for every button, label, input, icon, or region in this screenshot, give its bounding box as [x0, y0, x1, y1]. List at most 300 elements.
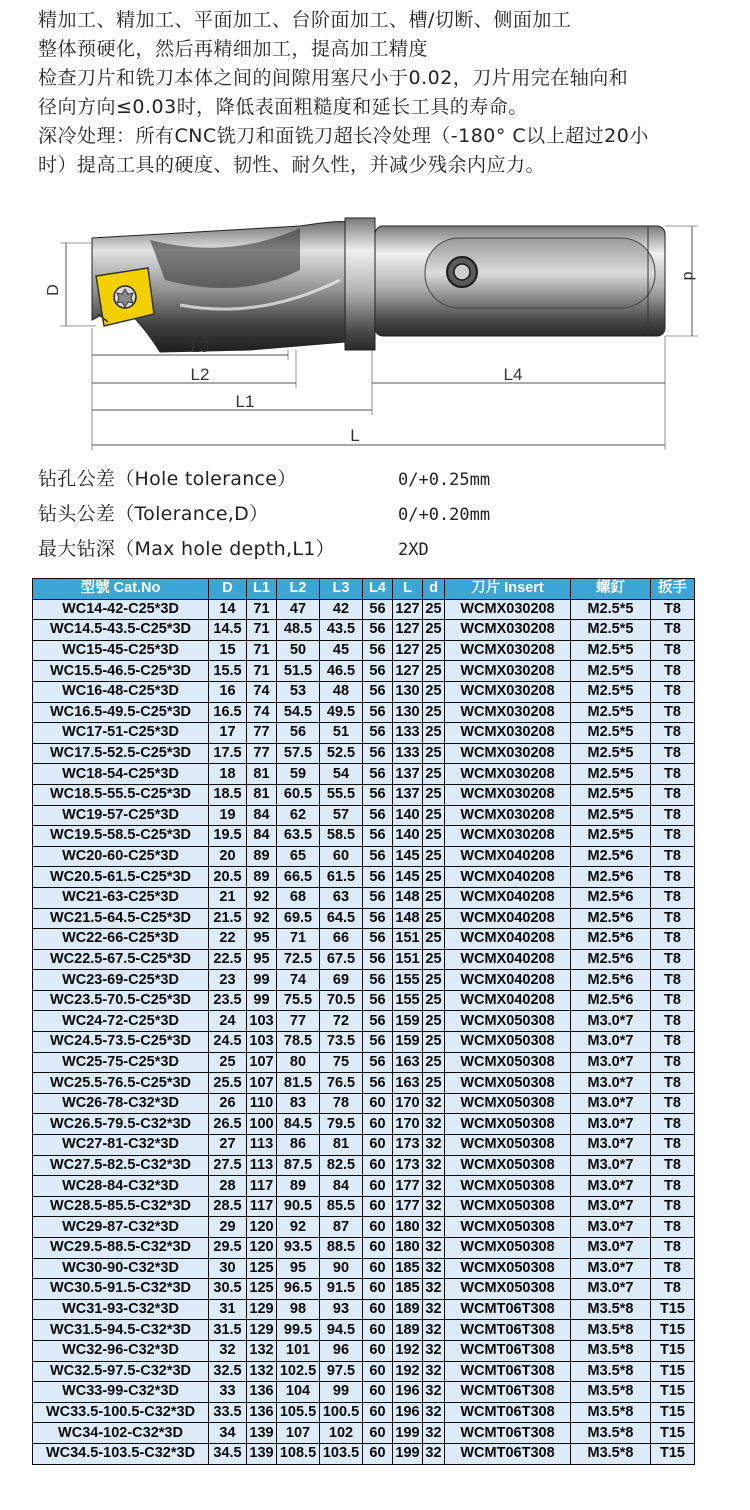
- cell-L2: 63.5: [277, 826, 320, 847]
- cell-L1: 136: [247, 1402, 277, 1423]
- cell-L2: 81.5: [277, 1073, 320, 1094]
- cell-screw: M3.0*7: [571, 1217, 651, 1238]
- cell-insert: WCMX030208: [445, 826, 571, 847]
- cell-L2: 54.5: [277, 702, 320, 723]
- cell-insert: WCMX040208: [445, 929, 571, 950]
- cell-cat-no: WC27-81-C32*3D: [33, 1135, 209, 1156]
- cell-D: 26.5: [209, 1114, 247, 1135]
- cell-L3: 57: [320, 805, 363, 826]
- cell-L1: 117: [247, 1196, 277, 1217]
- cell-screw: M2.5*5: [571, 826, 651, 847]
- cell-L3: 54: [320, 764, 363, 785]
- cell-wrench: T15: [651, 1361, 695, 1382]
- cell-D: 25.5: [209, 1073, 247, 1094]
- cell-screw: M2.5*5: [571, 620, 651, 641]
- cell-wrench: T8: [651, 1196, 695, 1217]
- cell-L3: 97.5: [320, 1361, 363, 1382]
- cell-screw: M3.0*7: [571, 1135, 651, 1156]
- cell-wrench: T8: [651, 1258, 695, 1279]
- table-row: [33, 1402, 695, 1423]
- cell-L1: 89: [247, 846, 277, 867]
- header-D: D: [209, 579, 247, 600]
- cell-L3: 94.5: [320, 1320, 363, 1341]
- cell-D: 23.5: [209, 990, 247, 1011]
- cell-wrench: T8: [651, 1073, 695, 1094]
- cell-screw: M2.5*6: [571, 949, 651, 970]
- cell-d: 25: [423, 661, 445, 682]
- cell-D: 30.5: [209, 1279, 247, 1300]
- cell-insert: WCMX040208: [445, 990, 571, 1011]
- cell-L1: 95: [247, 949, 277, 970]
- cell-insert: WCMX050308: [445, 1176, 571, 1197]
- cell-cat-no: WC28-84-C32*3D: [33, 1176, 209, 1197]
- cell-insert: WCMT06T308: [445, 1382, 571, 1403]
- table-row: [33, 846, 695, 867]
- cell-d: 25: [423, 1011, 445, 1032]
- header-wrench: 扳手: [651, 579, 695, 600]
- cell-insert: WCMX040208: [445, 846, 571, 867]
- cell-L: 140: [393, 826, 423, 847]
- cell-L: 185: [393, 1258, 423, 1279]
- cell-wrench: T8: [651, 702, 695, 723]
- cell-L: 189: [393, 1299, 423, 1320]
- cell-L3: 72: [320, 1011, 363, 1032]
- cell-L1: 120: [247, 1217, 277, 1238]
- cell-L2: 89: [277, 1176, 320, 1197]
- cell-wrench: T15: [651, 1423, 695, 1444]
- cell-wrench: T8: [651, 1176, 695, 1197]
- cell-L: 163: [393, 1052, 423, 1073]
- table-row: [33, 1135, 695, 1156]
- table-row: [33, 1011, 695, 1032]
- cell-cat-no: WC33.5-100.5-C32*3D: [33, 1402, 209, 1423]
- cell-L1: 84: [247, 826, 277, 847]
- cell-insert: WCMX030208: [445, 640, 571, 661]
- cell-d: 25: [423, 640, 445, 661]
- cell-L4: 56: [363, 826, 393, 847]
- cell-L: 127: [393, 599, 423, 620]
- cell-L: 159: [393, 1032, 423, 1053]
- cell-wrench: T8: [651, 681, 695, 702]
- cell-insert: WCMX030208: [445, 702, 571, 723]
- cell-insert: WCMX040208: [445, 887, 571, 908]
- cell-insert: WCMX040208: [445, 970, 571, 991]
- cell-L4: 56: [363, 640, 393, 661]
- header-d: d: [423, 579, 445, 600]
- cell-wrench: T8: [651, 661, 695, 682]
- cell-screw: M2.5*5: [571, 805, 651, 826]
- cell-L: 145: [393, 846, 423, 867]
- cell-L3: 63: [320, 887, 363, 908]
- cell-L2: 102.5: [277, 1361, 320, 1382]
- cell-d: 25: [423, 990, 445, 1011]
- cell-insert: WCMX050308: [445, 1279, 571, 1300]
- cell-L3: 99: [320, 1382, 363, 1403]
- cell-D: 14: [209, 599, 247, 620]
- spec-hole-tolerance: [38, 462, 718, 497]
- cell-L3: 69: [320, 970, 363, 991]
- cell-wrench: T8: [651, 743, 695, 764]
- cell-d: 25: [423, 599, 445, 620]
- cell-D: 31: [209, 1299, 247, 1320]
- cell-L3: 88.5: [320, 1238, 363, 1259]
- cell-cat-no: WC25.5-76.5-C25*3D: [33, 1073, 209, 1094]
- cell-L1: 113: [247, 1155, 277, 1176]
- cell-screw: M3.0*7: [571, 1011, 651, 1032]
- cell-L4: 56: [363, 990, 393, 1011]
- cell-wrench: T8: [651, 599, 695, 620]
- cell-L4: 60: [363, 1176, 393, 1197]
- cell-L3: 42: [320, 599, 363, 620]
- cell-L2: 83: [277, 1093, 320, 1114]
- cell-L3: 78: [320, 1093, 363, 1114]
- cell-insert: WCMT06T308: [445, 1320, 571, 1341]
- cell-L1: 113: [247, 1135, 277, 1156]
- cell-L4: 56: [363, 702, 393, 723]
- cell-d: 25: [423, 764, 445, 785]
- cell-L3: 46.5: [320, 661, 363, 682]
- cell-D: 28: [209, 1176, 247, 1197]
- cell-L3: 87: [320, 1217, 363, 1238]
- label-D: D: [45, 284, 62, 296]
- cell-L4: 60: [363, 1299, 393, 1320]
- cell-D: 15.5: [209, 661, 247, 682]
- header-L2: L2: [277, 579, 320, 600]
- cell-insert: WCMX030208: [445, 805, 571, 826]
- cell-L3: 55.5: [320, 784, 363, 805]
- header-cat-no: 型號 Cat.No: [33, 579, 209, 600]
- cell-L1: 117: [247, 1176, 277, 1197]
- flange: [345, 218, 375, 350]
- cell-L3: 67.5: [320, 949, 363, 970]
- cell-D: 21.5: [209, 908, 247, 929]
- cell-wrench: T8: [651, 1155, 695, 1176]
- cell-screw: M2.5*5: [571, 661, 651, 682]
- cell-d: 25: [423, 805, 445, 826]
- label-L3: L3: [190, 337, 210, 356]
- header-insert: 刀片 Insert: [445, 579, 571, 600]
- cell-screw: M3.5*8: [571, 1423, 651, 1444]
- cell-cat-no: WC18-54-C25*3D: [33, 764, 209, 785]
- cell-L4: 56: [363, 846, 393, 867]
- cell-L4: 56: [363, 620, 393, 641]
- cell-screw: M3.0*7: [571, 1032, 651, 1053]
- cell-cat-no: WC24-72-C25*3D: [33, 1011, 209, 1032]
- cell-cat-no: WC32-96-C32*3D: [33, 1340, 209, 1361]
- cell-L2: 69.5: [277, 908, 320, 929]
- table-row: [33, 1196, 695, 1217]
- cell-screw: M2.5*6: [571, 867, 651, 888]
- cell-L1: 71: [247, 661, 277, 682]
- cell-wrench: T8: [651, 929, 695, 950]
- cell-wrench: T8: [651, 1093, 695, 1114]
- header-L3: L3: [320, 579, 363, 600]
- cell-L4: 60: [363, 1423, 393, 1444]
- cell-wrench: T8: [651, 1217, 695, 1238]
- cell-L2: 86: [277, 1135, 320, 1156]
- cell-L4: 60: [363, 1238, 393, 1259]
- cell-L4: 56: [363, 805, 393, 826]
- table-row: [33, 1299, 695, 1320]
- cell-L: 137: [393, 784, 423, 805]
- table-row: [33, 970, 695, 991]
- cell-L1: 103: [247, 1011, 277, 1032]
- cell-L3: 84: [320, 1176, 363, 1197]
- cell-L3: 90: [320, 1258, 363, 1279]
- cell-L4: 56: [363, 1073, 393, 1094]
- cell-L4: 56: [363, 681, 393, 702]
- cell-L: 159: [393, 1011, 423, 1032]
- cell-L2: 77: [277, 1011, 320, 1032]
- cell-L2: 62: [277, 805, 320, 826]
- header-L1: L1: [247, 579, 277, 600]
- cell-d: 32: [423, 1196, 445, 1217]
- cell-D: 20: [209, 846, 247, 867]
- cell-L2: 90.5: [277, 1196, 320, 1217]
- cell-L1: 81: [247, 764, 277, 785]
- cell-L4: 60: [363, 1135, 393, 1156]
- cell-screw: M2.5*6: [571, 970, 651, 991]
- cell-cat-no: WC25-75-C25*3D: [33, 1052, 209, 1073]
- table-row: [33, 908, 695, 929]
- cell-L3: 51: [320, 723, 363, 744]
- cell-L1: 129: [247, 1299, 277, 1320]
- cell-insert: WCMT06T308: [445, 1361, 571, 1382]
- cell-screw: M3.0*7: [571, 1052, 651, 1073]
- cell-L2: 93.5: [277, 1238, 320, 1259]
- cell-screw: M3.5*8: [571, 1340, 651, 1361]
- cell-L4: 56: [363, 1052, 393, 1073]
- table-row: [33, 867, 695, 888]
- cell-cat-no: WC31.5-94.5-C32*3D: [33, 1320, 209, 1341]
- cell-D: 25: [209, 1052, 247, 1073]
- cell-L2: 75.5: [277, 990, 320, 1011]
- cell-wrench: T8: [651, 620, 695, 641]
- cell-screw: M2.5*5: [571, 640, 651, 661]
- cell-L1: 107: [247, 1052, 277, 1073]
- cell-L3: 82.5: [320, 1155, 363, 1176]
- cell-L4: 60: [363, 1340, 393, 1361]
- spec-drill-tolerance: [38, 497, 718, 532]
- cell-L4: 56: [363, 908, 393, 929]
- cell-L3: 60: [320, 846, 363, 867]
- cell-wrench: T8: [651, 949, 695, 970]
- cell-L1: 89: [247, 867, 277, 888]
- cell-insert: WCMT06T308: [445, 1423, 571, 1444]
- cell-wrench: T15: [651, 1299, 695, 1320]
- cell-d: 25: [423, 846, 445, 867]
- cell-insert: WCMX040208: [445, 867, 571, 888]
- cell-L3: 75: [320, 1052, 363, 1073]
- cell-screw: M3.0*7: [571, 1093, 651, 1114]
- cell-L4: 56: [363, 723, 393, 744]
- cell-L1: 99: [247, 990, 277, 1011]
- cell-L2: 104: [277, 1382, 320, 1403]
- cell-L: 177: [393, 1176, 423, 1197]
- cell-wrench: T8: [651, 1032, 695, 1053]
- table-row: [33, 1114, 695, 1135]
- table-row: [33, 929, 695, 950]
- spec-value: 0/+0.20mm: [398, 505, 491, 525]
- table-row: [33, 1176, 695, 1197]
- cell-L: 137: [393, 764, 423, 785]
- table-row: [33, 949, 695, 970]
- cell-cat-no: WC27.5-82.5-C32*3D: [33, 1155, 209, 1176]
- cell-L3: 102: [320, 1423, 363, 1444]
- cell-D: 18.5: [209, 784, 247, 805]
- cell-L: 170: [393, 1093, 423, 1114]
- table-row: [33, 805, 695, 826]
- cell-L: 163: [393, 1073, 423, 1094]
- cell-D: 17: [209, 723, 247, 744]
- cell-wrench: T8: [651, 1238, 695, 1259]
- cell-L3: 45: [320, 640, 363, 661]
- cell-L: 148: [393, 887, 423, 908]
- cell-L1: 139: [247, 1423, 277, 1444]
- cell-D: 22: [209, 929, 247, 950]
- cell-L1: 95: [247, 929, 277, 950]
- cell-L4: 56: [363, 764, 393, 785]
- cell-L3: 58.5: [320, 826, 363, 847]
- cell-L1: 132: [247, 1340, 277, 1361]
- cell-L1: 84: [247, 805, 277, 826]
- cell-screw: M3.5*8: [571, 1361, 651, 1382]
- cell-L2: 87.5: [277, 1155, 320, 1176]
- cell-cat-no: WC21.5-64.5-C25*3D: [33, 908, 209, 929]
- cell-L2: 68: [277, 887, 320, 908]
- cell-L2: 47: [277, 599, 320, 620]
- drill-diagram: [0, 210, 750, 460]
- cell-d: 32: [423, 1299, 445, 1320]
- cell-L2: 51.5: [277, 661, 320, 682]
- table-row: [33, 723, 695, 744]
- cell-d: 32: [423, 1340, 445, 1361]
- cell-cat-no: WC14-42-C25*3D: [33, 599, 209, 620]
- cell-d: 25: [423, 949, 445, 970]
- cell-wrench: T8: [651, 908, 695, 929]
- table-row: [33, 1361, 695, 1382]
- cell-cat-no: WC21-63-C25*3D: [33, 887, 209, 908]
- cell-L4: 56: [363, 867, 393, 888]
- cell-D: 26: [209, 1093, 247, 1114]
- cell-L: 173: [393, 1155, 423, 1176]
- table-row: [33, 702, 695, 723]
- spec-table: [32, 578, 695, 1465]
- cell-L2: 66.5: [277, 867, 320, 888]
- cell-L1: 74: [247, 681, 277, 702]
- cell-D: 16.5: [209, 702, 247, 723]
- cell-L2: 108.5: [277, 1443, 320, 1464]
- cell-L4: 56: [363, 949, 393, 970]
- cell-L4: 60: [363, 1320, 393, 1341]
- cell-d: 32: [423, 1402, 445, 1423]
- cell-D: 14.5: [209, 620, 247, 641]
- cell-cat-no: WC23.5-70.5-C25*3D: [33, 990, 209, 1011]
- cell-L: 196: [393, 1382, 423, 1403]
- spec-max-depth: [38, 532, 718, 567]
- cell-L1: 129: [247, 1320, 277, 1341]
- cell-d: 32: [423, 1135, 445, 1156]
- cell-L1: 71: [247, 620, 277, 641]
- table-row: [33, 1279, 695, 1300]
- table-row: [33, 661, 695, 682]
- cell-insert: WCMX040208: [445, 949, 571, 970]
- cell-insert: WCMX040208: [445, 908, 571, 929]
- cell-L: 140: [393, 805, 423, 826]
- cell-D: 30: [209, 1258, 247, 1279]
- cell-cat-no: WC30-90-C32*3D: [33, 1258, 209, 1279]
- cell-insert: WCMX050308: [445, 1217, 571, 1238]
- cell-L1: 139: [247, 1443, 277, 1464]
- cell-d: 25: [423, 620, 445, 641]
- cell-d: 25: [423, 867, 445, 888]
- cell-L3: 73.5: [320, 1032, 363, 1053]
- cell-wrench: T8: [651, 970, 695, 991]
- spec-label: 钻头公差（Tolerance,D）: [38, 503, 269, 525]
- cell-L: 151: [393, 929, 423, 950]
- cell-D: 29: [209, 1217, 247, 1238]
- table-row: [33, 887, 695, 908]
- cell-D: 23: [209, 970, 247, 991]
- cell-L1: 71: [247, 640, 277, 661]
- label-L: L: [350, 426, 360, 445]
- cell-L4: 56: [363, 970, 393, 991]
- cell-d: 32: [423, 1176, 445, 1197]
- cell-cat-no: WC18.5-55.5-C25*3D: [33, 784, 209, 805]
- cell-screw: M3.0*7: [571, 1155, 651, 1176]
- cell-cat-no: WC29-87-C32*3D: [33, 1217, 209, 1238]
- cell-L2: 57.5: [277, 743, 320, 764]
- cell-L1: 71: [247, 599, 277, 620]
- cell-cat-no: WC28.5-85.5-C32*3D: [33, 1196, 209, 1217]
- cell-L2: 48.5: [277, 620, 320, 641]
- cell-L3: 66: [320, 929, 363, 950]
- cell-cat-no: WC26-78-C32*3D: [33, 1093, 209, 1114]
- cell-L3: 52.5: [320, 743, 363, 764]
- cell-screw: M2.5*5: [571, 764, 651, 785]
- cell-wrench: T8: [651, 1011, 695, 1032]
- cell-insert: WCMX030208: [445, 723, 571, 744]
- table-row: [33, 1443, 695, 1464]
- cell-cat-no: WC20-60-C25*3D: [33, 846, 209, 867]
- table-row: [33, 1238, 695, 1259]
- cell-insert: WCMT06T308: [445, 1299, 571, 1320]
- cell-L1: 110: [247, 1093, 277, 1114]
- label-L4: L4: [503, 365, 523, 384]
- spec-label: 最大钻深（Max hole depth,L1）: [38, 538, 335, 560]
- cell-screw: M3.5*8: [571, 1299, 651, 1320]
- cell-L2: 80: [277, 1052, 320, 1073]
- cell-cat-no: WC30.5-91.5-C32*3D: [33, 1279, 209, 1300]
- cell-L2: 95: [277, 1258, 320, 1279]
- cell-wrench: T8: [651, 1114, 695, 1135]
- intro-line: 检查刀片和铣刀本体之间的间隙用塞尺小于0.02，刀片用完在轴向和: [38, 67, 629, 89]
- cell-screw: M2.5*5: [571, 681, 651, 702]
- label-L2: L2: [190, 365, 210, 384]
- cell-cat-no: WC26.5-79.5-C32*3D: [33, 1114, 209, 1135]
- intro-line: 整体预硬化，然后再精细加工，提高加工精度: [38, 38, 429, 60]
- cell-wrench: T8: [651, 805, 695, 826]
- cell-insert: WCMX050308: [445, 1073, 571, 1094]
- cell-L2: 107: [277, 1423, 320, 1444]
- cell-insert: WCMX050308: [445, 1011, 571, 1032]
- cell-insert: WCMX050308: [445, 1032, 571, 1053]
- table-row: [33, 1340, 695, 1361]
- cell-cat-no: WC16-48-C25*3D: [33, 681, 209, 702]
- cell-L1: 74: [247, 702, 277, 723]
- cell-D: 33.5: [209, 1402, 247, 1423]
- cell-wrench: T8: [651, 1279, 695, 1300]
